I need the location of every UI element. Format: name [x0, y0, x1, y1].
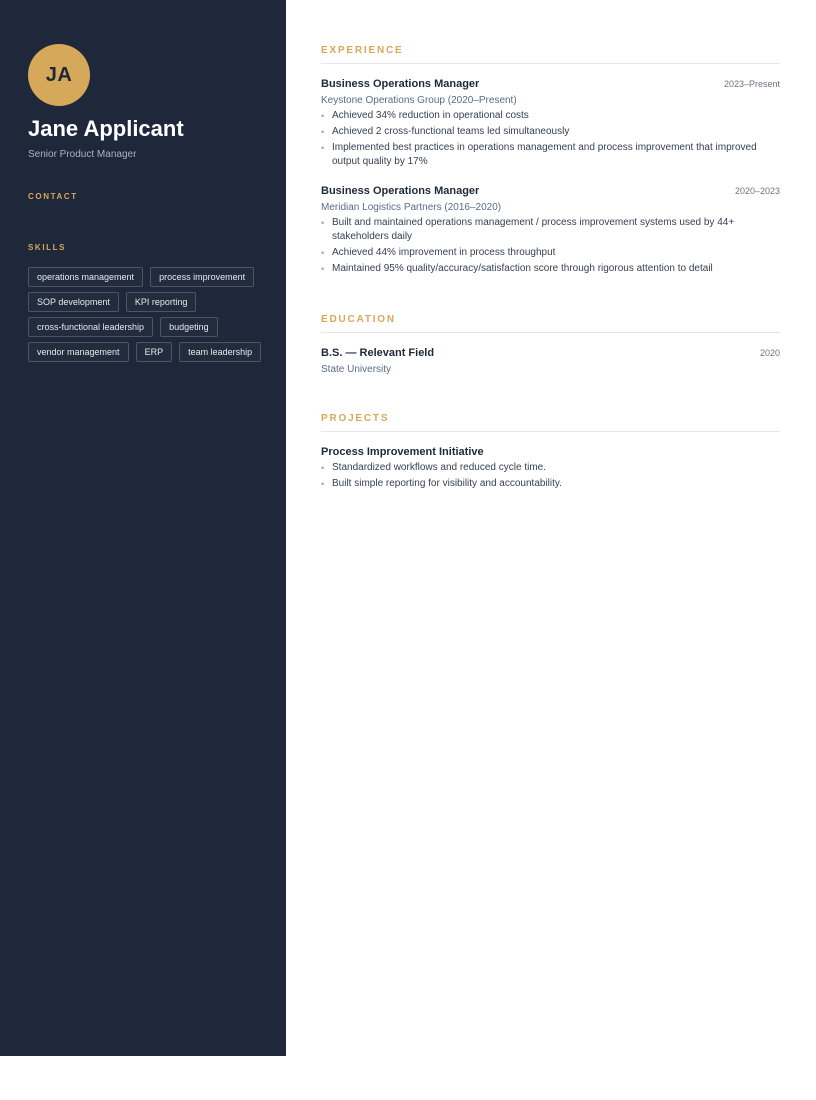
bullet-item: • Standardized workflows and reduced cycle time.	[321, 461, 780, 475]
experience-heading: EXPERIENCE	[321, 45, 780, 64]
experience-section	[321, 45, 780, 276]
bullet-item: • Built and maintained operations management / process improvement systems used by 44+ stakeholders daily	[321, 216, 780, 244]
graduation-year: 2020	[759, 348, 780, 358]
project-title: Process Improvement Initiative	[321, 446, 484, 458]
main-content	[321, 45, 780, 529]
skills-heading: SKILLS	[28, 243, 67, 252]
skills-list	[28, 267, 264, 362]
job-bullets	[321, 216, 780, 276]
skill-chip: operations management	[28, 267, 143, 287]
avatar: JA	[28, 44, 90, 106]
bullet-item: • Maintained 95% quality/accuracy/satisfaction score through rigorous attention to detail	[321, 262, 780, 276]
projects-heading: PROJECTS	[321, 413, 780, 432]
sidebar	[0, 0, 286, 1056]
skill-chip: process improvement	[150, 267, 254, 287]
bullet-item: • Achieved 44% improvement in process throughput	[321, 246, 780, 260]
job-dates: 2023–Present	[723, 79, 780, 89]
skill-chip: cross-functional leadership	[28, 317, 153, 337]
project-bullets	[321, 461, 780, 491]
job-bullets	[321, 109, 780, 169]
skill-chip: SOP development	[28, 292, 119, 312]
skill-chip: vendor management	[28, 342, 129, 362]
skill-chip: ERP	[136, 342, 173, 362]
education-entry	[321, 347, 780, 375]
job-dates: 2020–2023	[734, 186, 780, 196]
education-heading: EDUCATION	[321, 314, 780, 333]
projects-section	[321, 413, 780, 491]
education-section	[321, 314, 780, 375]
job-organization: Keystone Operations Group (2020–Present)	[321, 95, 517, 106]
skill-chip: budgeting	[160, 317, 218, 337]
job-entry	[321, 78, 780, 169]
bullet-item: • Achieved 34% reduction in operational costs	[321, 109, 780, 123]
skill-chip: KPI reporting	[126, 292, 197, 312]
contact-heading: CONTACT	[28, 192, 78, 201]
job-organization: Meridian Logistics Partners (2016–2020)	[321, 202, 502, 213]
candidate-name: Jane Applicant	[28, 116, 184, 141]
job-title: Business Operations Manager	[321, 185, 480, 197]
candidate-title: Senior Product Manager	[28, 149, 137, 160]
bullet-item: • Implemented best practices in operations management and process improvement that improved output quality by 17%	[321, 141, 780, 169]
bullet-item: • Built simple reporting for visibility and accountability.	[321, 477, 780, 491]
skill-chip: team leadership	[179, 342, 261, 362]
degree: B.S. — Relevant Field	[321, 347, 435, 359]
school-name: State University	[321, 364, 392, 375]
job-entry	[321, 185, 780, 276]
bullet-item: • Achieved 2 cross-functional teams led simultaneously	[321, 125, 780, 139]
job-title: Business Operations Manager	[321, 78, 480, 90]
